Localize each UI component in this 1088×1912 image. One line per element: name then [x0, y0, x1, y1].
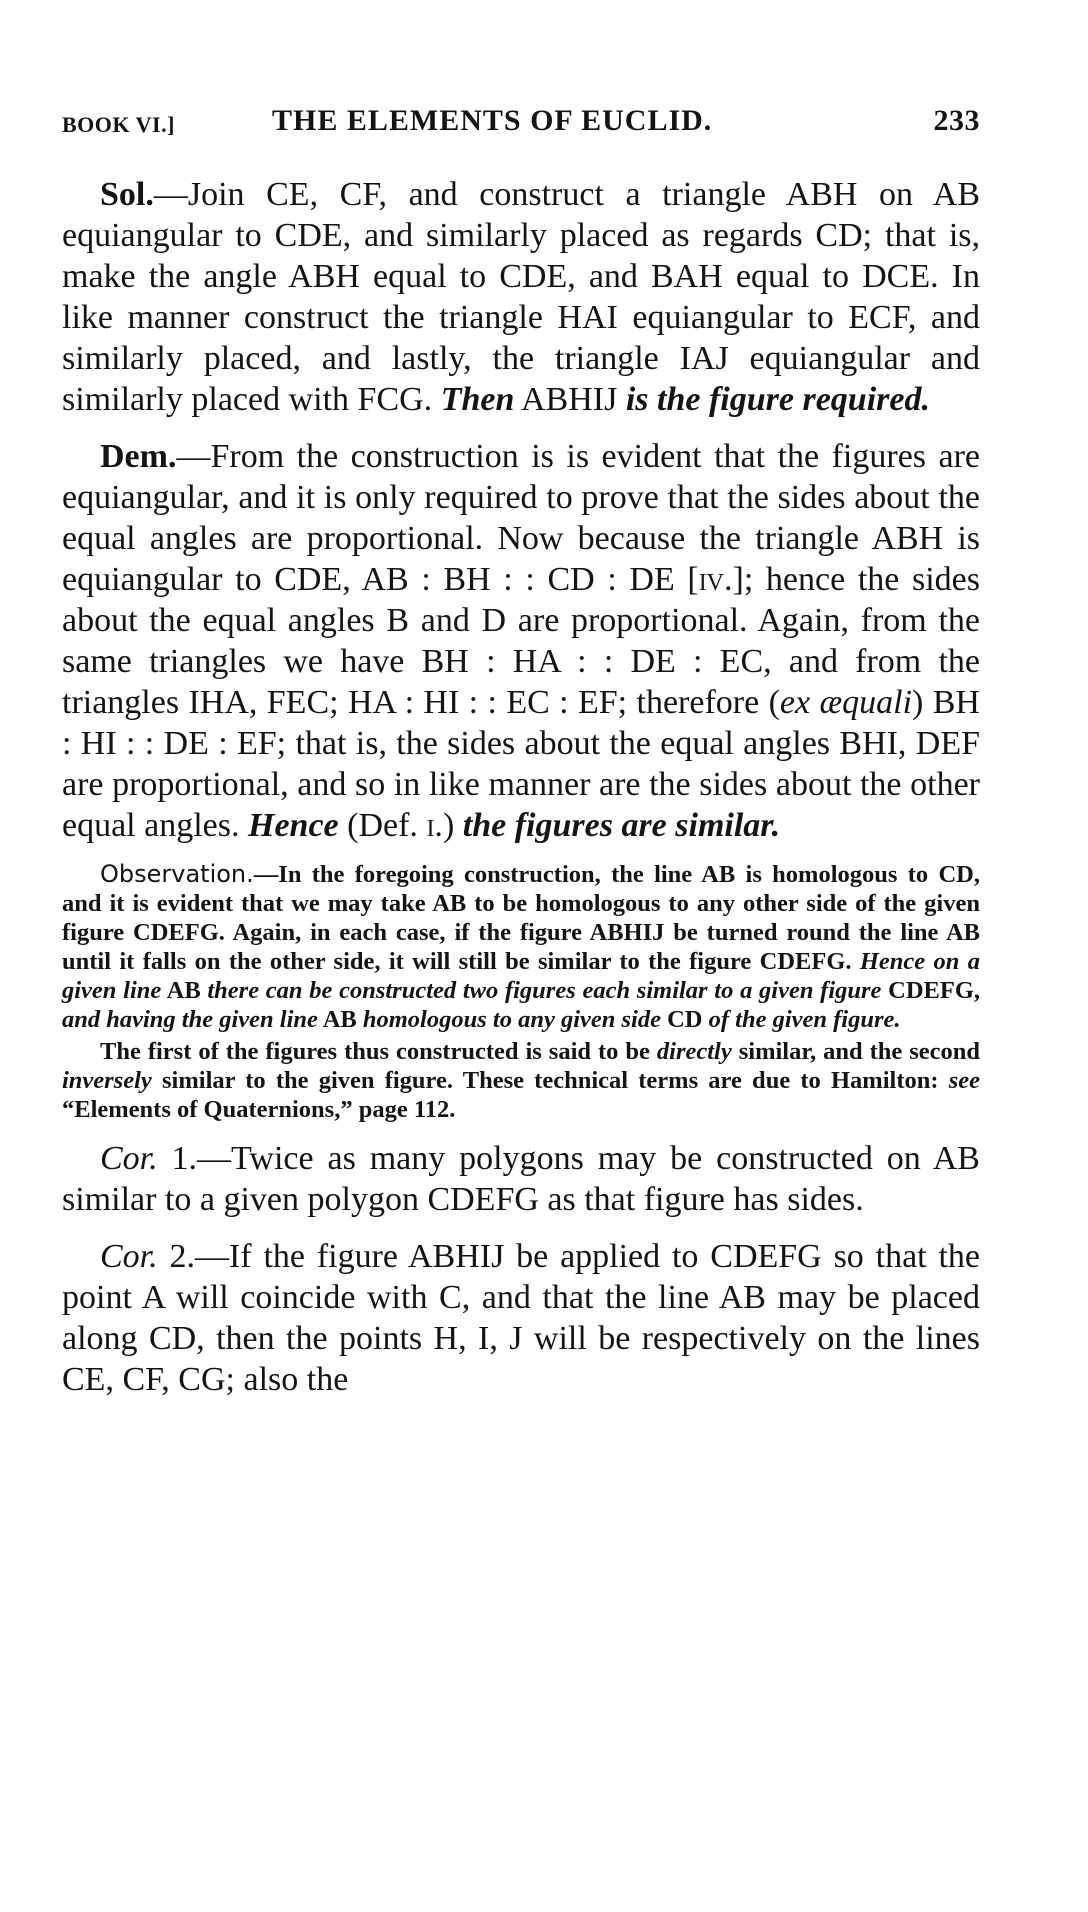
sol-figure-name: ABHIJ [514, 381, 626, 418]
observation-lead: Observation. [100, 860, 254, 888]
note-text-b: similar, and the second [731, 1038, 981, 1065]
corollary-2-paragraph [62, 1236, 980, 1400]
observation-ab2: AB [317, 1006, 363, 1033]
note-paragraph [62, 1037, 980, 1124]
observation-ab: AB [161, 977, 208, 1004]
note-text-c: similar to the given figure. These technical terms are due to Hamilton: [151, 1067, 949, 1094]
observation-italic-a: Hence on a given line [62, 948, 980, 1004]
dem-hence: Hence [248, 807, 339, 844]
page-body [62, 174, 980, 1400]
book-label: BOOK VI.] [62, 112, 175, 137]
sol-then: Then [440, 381, 515, 418]
observation-cdefg: CDEFG, [881, 977, 981, 1004]
observation-paragraph [62, 860, 980, 1034]
dem-def-end: ) [442, 807, 463, 844]
cor2-lead: Cor. [100, 1238, 158, 1275]
dem-text-c: ) BH : HI : : DE : EF; that is, the sides about the equal angles BHI, DEF are proportional, and so in like manner are the sides about the other equal angles. [62, 684, 980, 844]
corollary-1-paragraph [62, 1138, 980, 1220]
sol-text: —Join CE, CF, and construct a triangle ABH on AB equiangular to CDE, and similarly placed as regards CD; that is, make the angle ABH equal to CDE, and BAH equal to DCE. In like manner construct the triangle HAI equiangular to ECF, and similarly placed, and lastly, the triangle IAJ equiangular and similarly placed with FCG. [62, 176, 980, 418]
observation-cd: CD [660, 1006, 709, 1033]
dem-text-b: ]; hence the sides about the equal angles B and D are proportional. Again, from the same triangles we have BH : HA : : DE : EC, and from the triangles IHA, FEC; HA : HI : : EC : EF; therefore ( [62, 561, 981, 721]
sol-lead: Sol. [100, 176, 154, 213]
note-inversely: inversely [62, 1067, 152, 1094]
dem-lead: Dem. [100, 438, 177, 475]
page-number: 233 [933, 104, 980, 137]
observation-italic-d: homologous to any given side [362, 1006, 661, 1033]
dem-def-num: i. [426, 807, 443, 844]
observation-italic-c: and having the given line [62, 1006, 318, 1033]
cor1-text: 1.—Twice as many polygons may be constructed on AB similar to a given polygon CDEFG as that figure has sides. [62, 1140, 980, 1218]
observation-italic-b: there can be constructed two figures each similar to a given figure [207, 977, 882, 1004]
note-directly: directly [656, 1038, 732, 1065]
dem-ref: iv. [698, 561, 733, 598]
running-title: THE ELEMENTS OF EUCLID. [272, 104, 713, 137]
dem-ex-aequali: ex æquali [779, 684, 913, 721]
dem-def: (Def. [338, 807, 427, 844]
note-see: see [948, 1067, 980, 1094]
observation-block [62, 860, 980, 1124]
demonstration-paragraph [62, 436, 980, 846]
observation-italic-e: of the given figure. [708, 1006, 901, 1033]
observation-text: —In the foregoing construction, the line AB is homologous to CD, and it is evident that we may take AB to be homologous to any other side of the given figure CDEFG. Again, in each case, if the figure ABHIJ be turned round the line AB until it falls on the other side, it will still be similar to the figure CDEFG. [62, 861, 980, 975]
solution-paragraph [62, 174, 980, 420]
note-text-a: The first of the figures thus constructed is said to be [100, 1038, 657, 1065]
dem-text-a: —From the construction is is evident that the figures are equiangular, and it is only required to prove that the sides about the equal angles are proportional. Now because the triangle ABH is equiangular to CDE, AB : BH : : CD : DE [ [62, 438, 980, 598]
running-header [62, 104, 980, 144]
cor1-lead: Cor. [100, 1140, 158, 1177]
cor2-text: 2.—If the figure ABHIJ be applied to CDEFG so that the point A will coincide with C, and that the line AB may be placed along CD, then the points H, I, J will be respectively on the lines CE, CF, CG; also the [62, 1238, 980, 1398]
dem-conclusion: the figures are similar. [462, 807, 781, 844]
sol-conclusion: is the figure required. [625, 381, 930, 418]
note-text-d: “Elements of Quaternions,” page 112. [62, 1096, 456, 1123]
